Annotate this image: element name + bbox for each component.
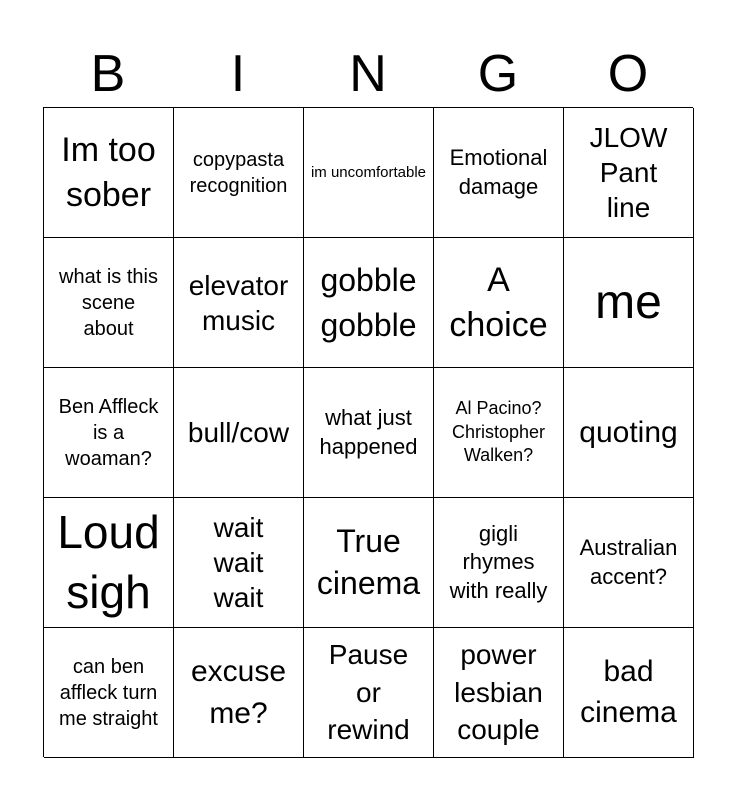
bingo-cell[interactable] (564, 108, 694, 238)
bingo-cell[interactable] (44, 628, 174, 758)
bingo-cell[interactable] (44, 498, 174, 628)
bingo-cell-text: Al Pacino? Christopher Walken? (451, 398, 546, 466)
bingo-cell-text: quoting (579, 416, 678, 449)
bingo-cell[interactable] (174, 368, 304, 498)
bingo-cell[interactable] (174, 628, 304, 758)
bingo-cell-text: JLOW Pant line (589, 122, 668, 223)
bingo-cell[interactable] (564, 238, 694, 368)
bingo-cell[interactable] (304, 108, 434, 238)
bingo-cell-text: gobble gobble (320, 261, 417, 343)
bingo-cell[interactable] (174, 498, 304, 628)
header-letter-n: N (349, 45, 387, 103)
bingo-cell[interactable] (564, 368, 694, 498)
bingo-cell[interactable] (44, 238, 174, 368)
bingo-cell-text: power lesbian couple (454, 638, 543, 746)
bingo-cell-text: im uncomfortable (310, 163, 427, 181)
bingo-cell-text: Pause or rewind (327, 638, 410, 746)
bingo-cell[interactable] (174, 238, 304, 368)
bingo-cell-text: me (595, 275, 662, 329)
bingo-cell-text: wait wait wait (213, 512, 264, 613)
header-letter-g: G (477, 45, 519, 103)
bingo-cell-text: Ben Affleck is a woaman? (58, 395, 159, 470)
bingo-cell-text: excuse me? (190, 654, 287, 730)
bingo-cell-text: A choice (449, 261, 548, 344)
bingo-cell-text: Australian accent? (579, 534, 678, 589)
bingo-cell-text: bull/cow (187, 417, 290, 448)
bingo-cell[interactable] (304, 238, 434, 368)
bingo-cell-text: elevator music (188, 269, 289, 336)
bingo-cell-text: Im too sober (61, 131, 156, 214)
bingo-cell[interactable] (304, 628, 434, 758)
bingo-cell[interactable] (304, 368, 434, 498)
header-letter-o: O (607, 45, 649, 103)
bingo-cell[interactable] (564, 498, 694, 628)
bingo-cell-text: Emotional damage (449, 144, 548, 199)
header-letter-i: I (230, 45, 246, 103)
bingo-cell-text: True cinema (316, 522, 421, 601)
bingo-cell[interactable] (174, 108, 304, 238)
bingo-cell[interactable] (44, 368, 174, 498)
bingo-cell[interactable] (304, 498, 434, 628)
bingo-cell[interactable] (44, 108, 174, 238)
header-letter-b: B (90, 45, 126, 103)
bingo-cell-text: Loud sigh (57, 505, 160, 618)
bingo-cell[interactable] (434, 628, 564, 758)
bingo-cell-text: what just happened (319, 404, 418, 459)
bingo-cell-text: copypasta recognition (189, 148, 288, 197)
bingo-cell-text: what is this scene about (59, 265, 158, 340)
bingo-cell[interactable] (564, 628, 694, 758)
bingo-cell[interactable] (434, 498, 564, 628)
bingo-header (43, 44, 693, 104)
bingo-cell-text: can ben affleck turn me straight (59, 655, 158, 730)
bingo-cell[interactable] (434, 108, 564, 238)
bingo-cell[interactable] (434, 238, 564, 368)
bingo-cell-text: gigli rhymes with really (449, 520, 548, 603)
bingo-cell[interactable] (434, 368, 564, 498)
bingo-cell-text: bad cinema (580, 655, 677, 729)
bingo-board (43, 107, 693, 757)
